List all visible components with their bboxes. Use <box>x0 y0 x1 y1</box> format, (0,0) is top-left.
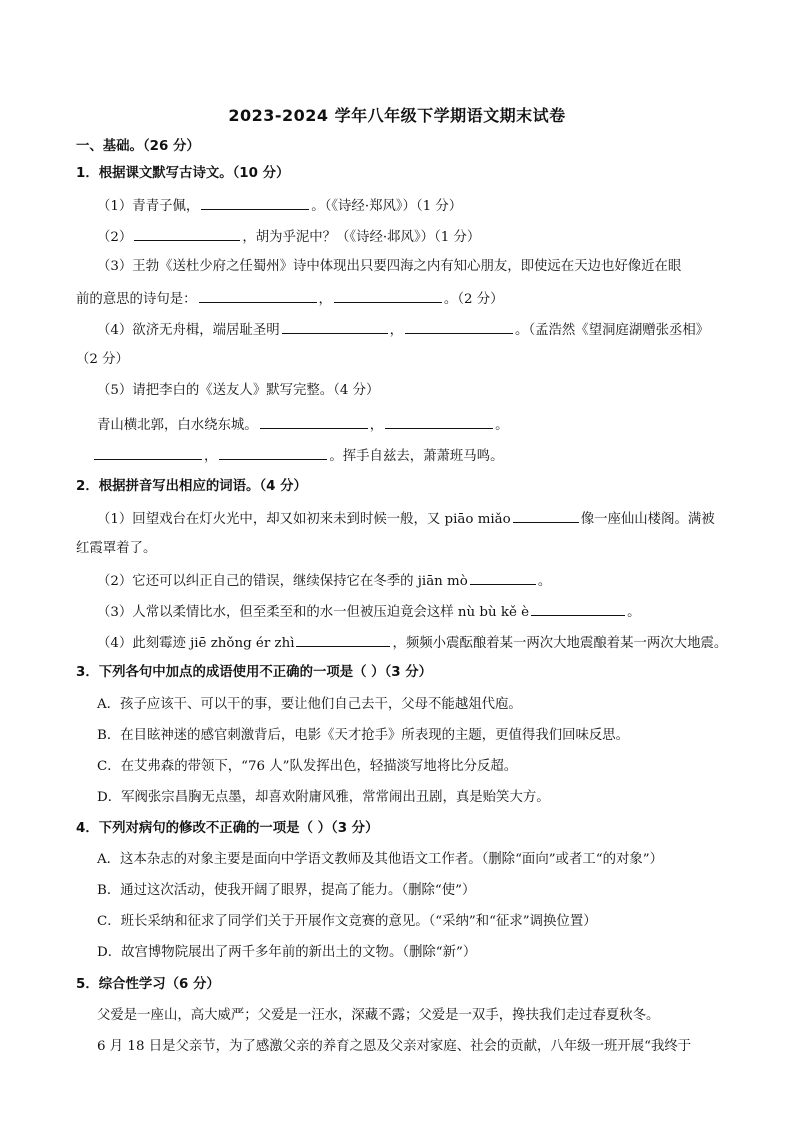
q1-item-4-source: 。（孟浩然《望洞庭湖赠张丞相》 <box>515 323 710 338</box>
q2-item-1-text-cont: 像一座仙山楼阁。满被 <box>580 512 715 527</box>
q1-item-2 <box>97 226 480 248</box>
answer-blank[interactable] <box>134 226 240 241</box>
q2-item-2-text: （2）它还可以纠正自己的错误，继续保持它在冬季的 jiān mò <box>97 574 468 589</box>
q2-item-4-text: （4）此刻霉迹 jiē zhǒng ér zhì <box>97 636 295 651</box>
answer-blank[interactable] <box>219 445 327 460</box>
q4-option-b[interactable]: B．通过这次活动，使我开阔了眼界，提高了能力。（删除“使”） <box>97 883 476 898</box>
q1-item-3-cont <box>76 288 504 310</box>
q5-paragraph-1: 父爱是一座山，高大威严；父爱是一汪水，深藏不露；父爱是一双手，搀扶我们走过春夏秋冬。 <box>97 1008 660 1023</box>
q1-item-3-prompt: 前的意思的诗句是： <box>76 292 197 307</box>
answer-blank[interactable] <box>470 570 536 585</box>
q2-item-1 <box>97 508 715 530</box>
q4-option-d[interactable]: D．故宫博物院展出了两千多年前的新出土的文物。（删除“新”） <box>97 945 477 960</box>
answer-blank[interactable] <box>260 414 368 429</box>
answer-blank[interactable] <box>385 414 493 429</box>
q1-item-5-line2 <box>92 445 503 467</box>
comma: ， <box>204 449 218 464</box>
q1-item-3-points: 。（2 分） <box>443 292 504 307</box>
q2-item-3 <box>97 601 641 623</box>
answer-blank[interactable] <box>531 601 625 616</box>
q1-item-2-text: （2） <box>97 230 133 245</box>
poem-text: 青山横北郭，白水绕东城。 <box>97 418 258 433</box>
q3-option-a[interactable]: A．孩子应该干、可以干的事，要让他们自己去干，父母不能越俎代庖。 <box>97 697 522 712</box>
q3-option-d[interactable]: D．军阀张宗昌胸无点墨，却喜欢附庸风雅，常常闹出丑剧，真是贻笑大方。 <box>97 790 550 805</box>
q1-item-4 <box>97 319 709 341</box>
period: 。 <box>537 574 552 589</box>
q1-item-5: （5）请把李白的《送友人》默写完整。（4 分） <box>97 383 380 398</box>
q1-item-4-text: （4）欲济无舟楫，端居耻圣明 <box>97 323 280 338</box>
q4-option-c[interactable]: C．班长采纳和征求了同学们关于开展作文竞赛的意见。（“采纳”和“征求”调换位置） <box>97 914 597 929</box>
q1-item-3: （3）王勃《送杜少府之任蜀州》诗中体现出只要四海之内有知心朋友，即使远在天边也好像近在眼 <box>97 259 682 274</box>
answer-blank[interactable] <box>199 288 317 303</box>
q3-option-c[interactable]: C．在艾弗森的带领下，“76 人”队发挥出色，轻描淡写地将比分反超。 <box>97 759 518 774</box>
q4-option-a[interactable]: A．这本杂志的对象主要是面向中学语文教师及其他语文工作者。（删除“面向”或者工“的对象”） <box>97 852 663 867</box>
answer-blank[interactable] <box>282 319 388 334</box>
q3-option-b[interactable]: B．在目眩神迷的感官刺激背后，电影《天才抢手》所表现的主题，更值得我们回味反思。 <box>97 728 630 743</box>
comma: ， <box>318 292 332 307</box>
q1-item-1-source: 。（《诗经·郑风》）（1 分） <box>311 199 463 214</box>
answer-blank[interactable] <box>201 195 309 210</box>
q2-item-1-cont: 红霞罩着了。 <box>76 541 157 556</box>
q2-item-4-text-cont: ，频频小震酝酿着某一两次大地震酿着某一两次大地震。 <box>392 636 728 651</box>
period: 。 <box>495 418 509 433</box>
q1-item-1 <box>97 195 462 217</box>
answer-blank[interactable] <box>334 288 442 303</box>
q1-item-4-points: （2 分） <box>76 352 129 367</box>
q2-item-4 <box>97 632 727 654</box>
page-title: 2023-2024 学年八年级下学期语文期末试卷 <box>228 106 566 125</box>
q2-item-2 <box>97 570 551 592</box>
answer-blank[interactable] <box>513 508 579 523</box>
question-1-stem: 1．根据课文默写古诗文。（10 分） <box>76 166 290 181</box>
poem-text: 。挥手自兹去，萧萧班马鸣。 <box>329 449 504 464</box>
q5-paragraph-2: 6 月 18 日是父亲节，为了感激父亲的养育之恩及父亲对家庭、社会的贡献，八年级一班开展“我终于 <box>97 1039 692 1054</box>
comma: ， <box>389 323 403 338</box>
period: 。 <box>627 605 641 620</box>
question-3-stem: 3．下列各句中加点的成语使用不正确的一项是（ ）（3 分） <box>76 665 433 680</box>
answer-blank[interactable] <box>94 445 202 460</box>
question-2-stem: 2．根据拼音写出相应的词语。（4 分） <box>76 479 307 494</box>
q1-item-2-source: ，胡为乎泥中？（《诗经·邶风》）（1 分） <box>242 230 481 245</box>
q1-item-5-line1 <box>97 414 508 436</box>
question-5-stem: 5．综合性学习（6 分） <box>76 977 220 992</box>
answer-blank[interactable] <box>296 632 390 647</box>
question-4-stem: 4．下列对病句的修改不正确的一项是（ ）（3 分） <box>76 821 379 836</box>
section-heading-basics: 一、基础。（26 分） <box>76 139 200 154</box>
q2-item-3-text: （3）人常以柔情比水，但至柔至和的水一但被压迫竟会这样 nù bù kě è <box>97 605 530 620</box>
q1-item-1-text: （1）青青子佩， <box>97 199 200 214</box>
comma: ， <box>369 418 384 433</box>
q2-item-1-text: （1）回望戏台在灯火光中，却又如初来未到时候一般，又 piāo miǎo <box>97 512 511 527</box>
answer-blank[interactable] <box>405 319 513 334</box>
